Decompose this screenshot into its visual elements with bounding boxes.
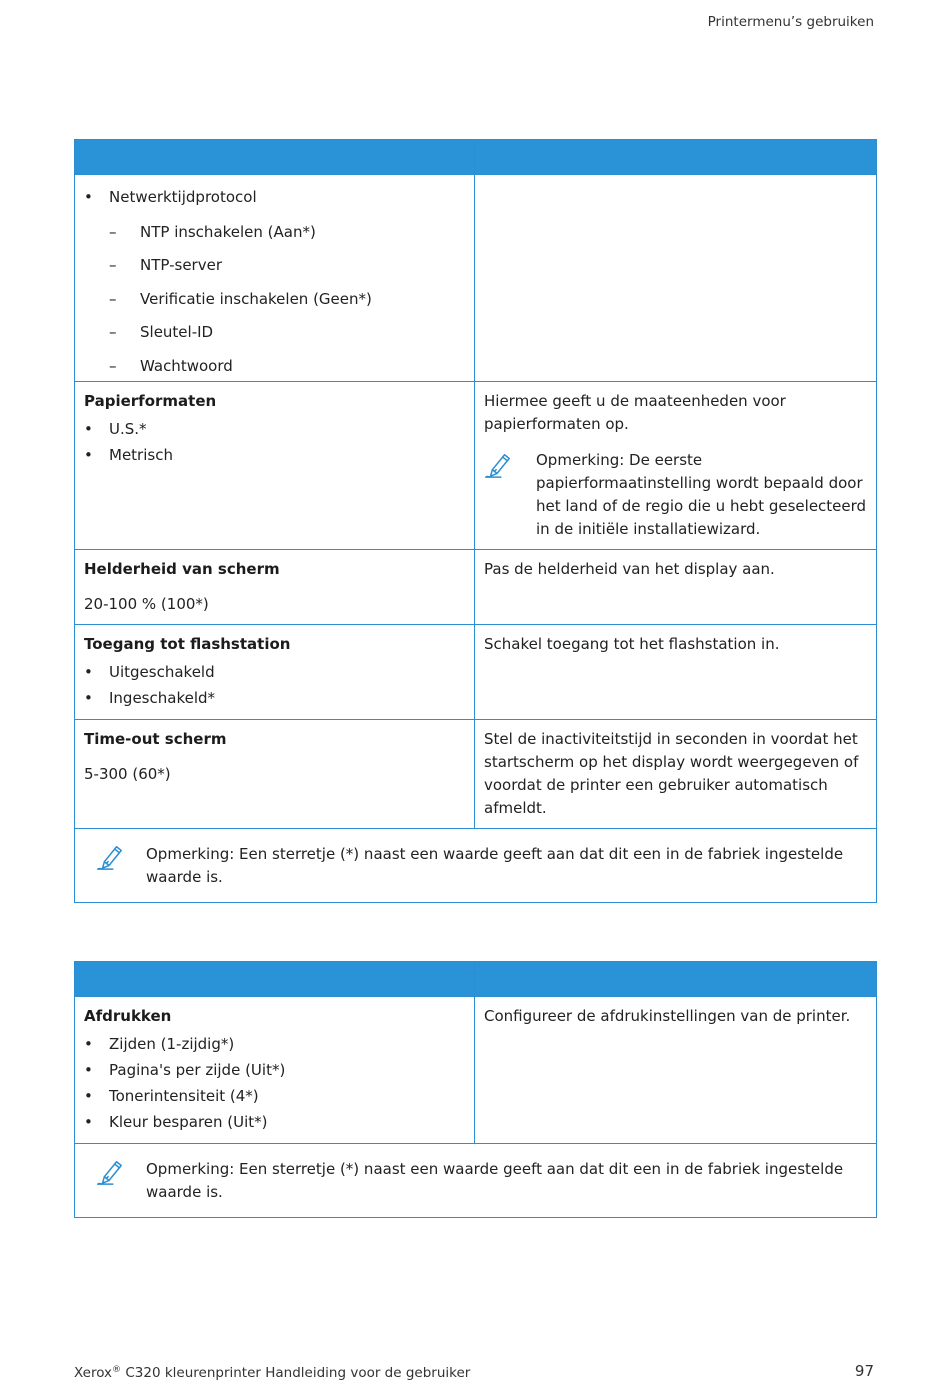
- note-text: Opmerking: Een sterretje (*) naast een waarde geeft aan dat dit een in de fabriek ingestelde waarde is.: [146, 844, 844, 886]
- page-footer-title: [74, 1365, 470, 1381]
- item-description: Hiermee geeft u de maateenheden voor papierformaten op.: [484, 391, 786, 433]
- footnote-cell: [75, 1144, 877, 1218]
- menu-item-cell: [75, 549, 475, 624]
- table-row-timeout: [75, 719, 877, 828]
- list-item: – NTP-server: [84, 254, 465, 277]
- list-item: • Metrisch: [84, 442, 465, 468]
- header-cell-description: [475, 140, 877, 175]
- item-description: Stel de inactiviteitstijd in seconden in voordat het startscherm op het display wordt weergegeven of voordat de printer een gebruiker automatisch afmeldt.: [484, 729, 859, 817]
- description-cell: [475, 997, 877, 1144]
- note: [84, 829, 867, 889]
- table-footnote-row: [75, 1144, 877, 1218]
- menu-item-cell: [75, 997, 475, 1144]
- description-cell: [475, 175, 877, 382]
- note: [484, 449, 867, 541]
- description-cell: [475, 719, 877, 828]
- list-item: • Uitgeschakeld: [84, 659, 465, 685]
- table-row-ntp: [75, 175, 877, 382]
- pencil-note-icon: [484, 449, 536, 486]
- item-title: Toegang tot flashstation: [84, 634, 291, 653]
- list-item: – Wachtwoord: [84, 355, 465, 378]
- menu-item-cell: [75, 719, 475, 828]
- list-item: • Tonerintensiteit (4*): [84, 1083, 465, 1109]
- item-description: Pas de helderheid van het display aan.: [484, 559, 775, 578]
- list-item: • Ingeschakeld*: [84, 685, 465, 711]
- item-value: 20-100 % (100*): [84, 594, 209, 613]
- list-item: • Netwerktijdprotocol: [84, 184, 465, 210]
- list-item: • U.S.*: [84, 416, 465, 442]
- pencil-note-icon: [96, 1158, 146, 1193]
- item-value: 5-300 (60*): [84, 764, 171, 783]
- table-row-papierformaten: [75, 381, 877, 549]
- running-header: Printermenu’s gebruiken: [707, 14, 874, 30]
- menu-item-cell: [75, 175, 475, 382]
- footnote-cell: [75, 828, 877, 902]
- table-row-helderheid: [75, 549, 877, 624]
- note-text: Opmerking: Een sterretje (*) naast een waarde geeft aan dat dit een in de fabriek ingestelde waarde is.: [146, 1160, 844, 1201]
- table-footnote-row: [75, 828, 877, 902]
- list-item: • Kleur besparen (Uit*): [84, 1109, 465, 1135]
- note-text: Opmerking: De eerste papierformaatinstelling wordt bepaald door het land of de regio die u hebt geselecteerd in de initiële installatiewizard.: [536, 450, 867, 538]
- description-cell: [475, 381, 877, 549]
- list-item: – Verificatie inschakelen (Geen*): [84, 288, 465, 311]
- item-title: Afdrukken: [84, 1007, 172, 1025]
- description-cell: [475, 549, 877, 624]
- item-description: Configureer de afdrukinstellingen van de printer.: [484, 1007, 851, 1025]
- list-item: – NTP inschakelen (Aan*): [84, 221, 465, 244]
- note: [84, 1144, 867, 1204]
- header-cell-menu-item: [75, 140, 475, 175]
- pencil-note-icon: [96, 843, 146, 878]
- item-description: Schakel toegang tot het flashstation in.: [484, 634, 780, 653]
- bullet-list: [84, 184, 465, 210]
- table-header-row: [75, 962, 877, 997]
- item-title: Time-out scherm: [84, 729, 227, 748]
- product-name: Xerox: [74, 1365, 113, 1381]
- list-item: – Sleutel-ID: [84, 321, 465, 344]
- table-header-row: [75, 140, 877, 175]
- item-title: Helderheid van scherm: [84, 559, 280, 578]
- header-cell-menu-item: [75, 962, 475, 997]
- bullet-list: [84, 1031, 465, 1135]
- table-row-flashstation: [75, 624, 877, 719]
- settings-table-2: [74, 961, 877, 1218]
- bullet-list: [84, 659, 465, 711]
- registered-mark: ®: [112, 1365, 122, 1375]
- table-row-afdrukken: [75, 997, 877, 1144]
- list-item: • Pagina's per zijde (Uit*): [84, 1057, 465, 1083]
- product-suffix: C320 kleurenprinter Handleiding voor de gebruiker: [121, 1365, 471, 1381]
- bullet-list: [84, 416, 465, 468]
- settings-table-1: [74, 139, 877, 903]
- item-title: Papierformaten: [84, 391, 217, 410]
- menu-item-cell: [75, 624, 475, 719]
- description-cell: [475, 624, 877, 719]
- menu-item-cell: [75, 381, 475, 549]
- page-number: 97: [854, 1362, 874, 1380]
- dash-list: [84, 221, 465, 378]
- list-item: • Zijden (1-zijdig*): [84, 1031, 465, 1057]
- header-cell-description: [475, 962, 877, 997]
